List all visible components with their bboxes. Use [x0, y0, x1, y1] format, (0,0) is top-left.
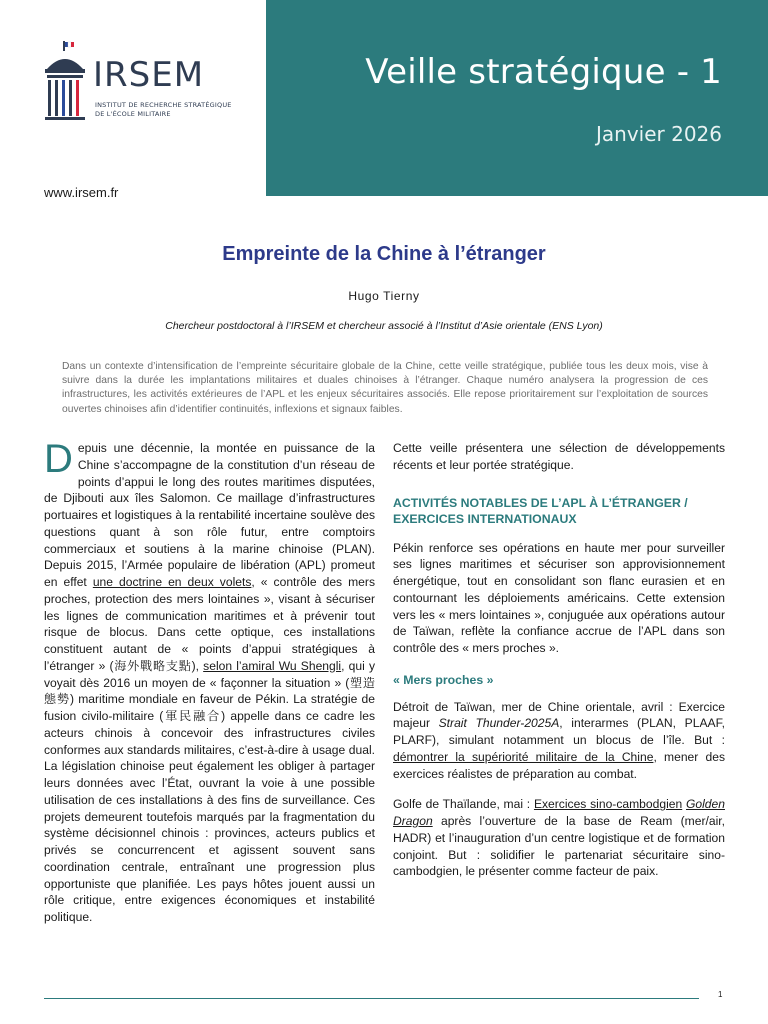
superiority-link[interactable]: démontrer la supériorité militaire de la Chine — [393, 749, 654, 764]
section-heading: ACTIVITÉS NOTABLES DE L’APL À L’ÉTRANGER / EXERCICES INTERNATIONAUX — [393, 495, 688, 526]
author-affiliation: Chercheur postdoctoral à l’IRSEM et chercheur associé à l’Institut d’Asie orientale (ENS Lyon) — [165, 320, 603, 332]
entry-taiwan-strait: Détroit de Taïwan, mer de Chine orientale, avril : Exercice majeur Strait Thunder-2025A, interarmes (PLAN, PLAAF, PLARF), simulant notamment un blocus de l’île. But : démontrer la supériorité militaire de la Chine, mener des exercices réalistes de préparation au combat. — [393, 699, 726, 781]
site-url-link[interactable]: www.irsem.fr — [44, 185, 119, 200]
series-title: Veille stratégique - 1 — [365, 52, 722, 92]
page-number: 1 — [718, 990, 723, 999]
exercises-link[interactable]: Exercices sino-cambodgien — [533, 797, 683, 812]
logo-subtitle-line1: INSTITUT DE RECHERCHE STRATÉGIQUE — [95, 101, 232, 109]
issue-date: Janvier 2026 — [595, 122, 722, 146]
logo-subtitle-line2: DE L'ÉCOLE MILITAIRE — [95, 110, 171, 118]
entry-place: Golfe de Thaïlande, mai : — [393, 797, 531, 812]
author-name: Hugo Tierny — [348, 289, 420, 303]
wu-shengli-link[interactable]: selon l’amiral Wu Shengli — [203, 658, 342, 673]
right-column — [393, 440, 725, 880]
left-column — [44, 437, 375, 926]
logo-wordmark: IRSEM — [93, 55, 205, 95]
exercise-name: Strait Thunder-2025A — [438, 716, 560, 731]
body-text: epuis une décennie, la montée en puissance de la Chine s’accompagne de la constitution d’un réseau de points d’appui le long des routes maritimes disputées, de Djibouti aux îles Salomon. Ce maillage d’infrastructures portuaires et logistiques à la rentabilité incertaine soulève des questions quant à son rôle futur, entre comptoirs commerciaux et soutiens à la marine chinoise (PLAN). Depuis 2015, l’Armée populaire de libération (APL) promeut en effet — [44, 441, 375, 589]
exercise-name[interactable]: Golden Dragon — [393, 797, 725, 828]
dropcap: D — [44, 437, 73, 481]
header-band — [266, 0, 768, 196]
body-text: , « contrôle des mers proches, protection des mers lointaines », visant à sécuriser les lignes de communication maritimes et à prévenir tout risque de blocus. Dans cette optique, ces installations constituent autant de « points d’appui stratégiques à l’étranger » (海外戰略支點), — [44, 575, 375, 673]
doctrine-link[interactable]: une doctrine en deux volets — [92, 575, 252, 589]
entry-place: Détroit de Taïwan, mer de Chine orientale, avril : — [393, 699, 673, 714]
ecole-militaire-building-icon — [43, 41, 87, 121]
body-text: , qui y voyait dès 2016 un moyen de « façonner la situation » (塑造態勢) maritime mondiale en faveur de Pékin. La stratégie de fusion civilo-militaire (軍民融合) appelle dans ce cadre les acteurs chinois à concevoir des infrastructures civiles conformes aux standards militaires, c’est-à-dire à usage dual. La législation chinoise peut également les obliger à partager leurs données avec l’État, ouvrant la voie à une possible utilisation de ces installations à des fins de surveillance. Ces projets demeurent toutefois marqués par la fragmentation du système décisionnel chinois : provinces, acteurs publics et privés se concurrencent et agissent souvent sans coordination centrale, entraînant une progression plus opportuniste que planifiée. Les pays hôtes jouent aussi un rôle critique, entre exigences économiques et instabilité politique. — [44, 658, 375, 924]
abstract: Dans un contexte d’intensification de l’empreinte sécuritaire globale de la Chine, cette veille stratégique, publiée tous les deux mois, vise à suivre dans la durée les implantations militaires et duales chinoises à l’étranger. Chaque numéro analysera la progression de ces infrastructures, les activités extérieures de l’APL et les enjeux sécuritaires associés. Elle repose prioritairement sur l’exploitation de sources ouvertes chinoises afin d’identifier continuités, inflexions et signaux faibles. — [62, 361, 708, 415]
intro-paragraph: Cette veille présentera une sélection de développements récents et leur portée stratégique. — [393, 441, 725, 472]
footer-divider — [44, 998, 699, 999]
entry-gulf-of-thailand: Golfe de Thaïlande, mai : Exercices sino-cambodgien Golden Dragon après l’ouverture de la base de Ream (mer/air, HADR) et l’inauguration d’un centre logistique et de formation conjoint. But : solidifier le partenariat sécuritaire sino-cambodgien, le présenter comme facteur de paix. — [393, 797, 725, 879]
subheading-near-seas: « Mers proches » — [393, 672, 494, 687]
section-paragraph: Pékin renforce ses opérations en haute mer pour surveiller ses lignes maritimes et sécuriser son approvisionnement énergétique, tout en consolidant son flanc eurasien et en contournant les déploiements américains. Cette extension vers les « mers lointaines », conjuguée aux opérations autour de Taïwan, reflète la confiance accrue de l’APL dans son contrôle des « mers proches ». — [393, 540, 725, 655]
article-title: Empreinte de la Chine à l’étranger — [222, 243, 546, 265]
irsem-logo — [43, 41, 233, 121]
